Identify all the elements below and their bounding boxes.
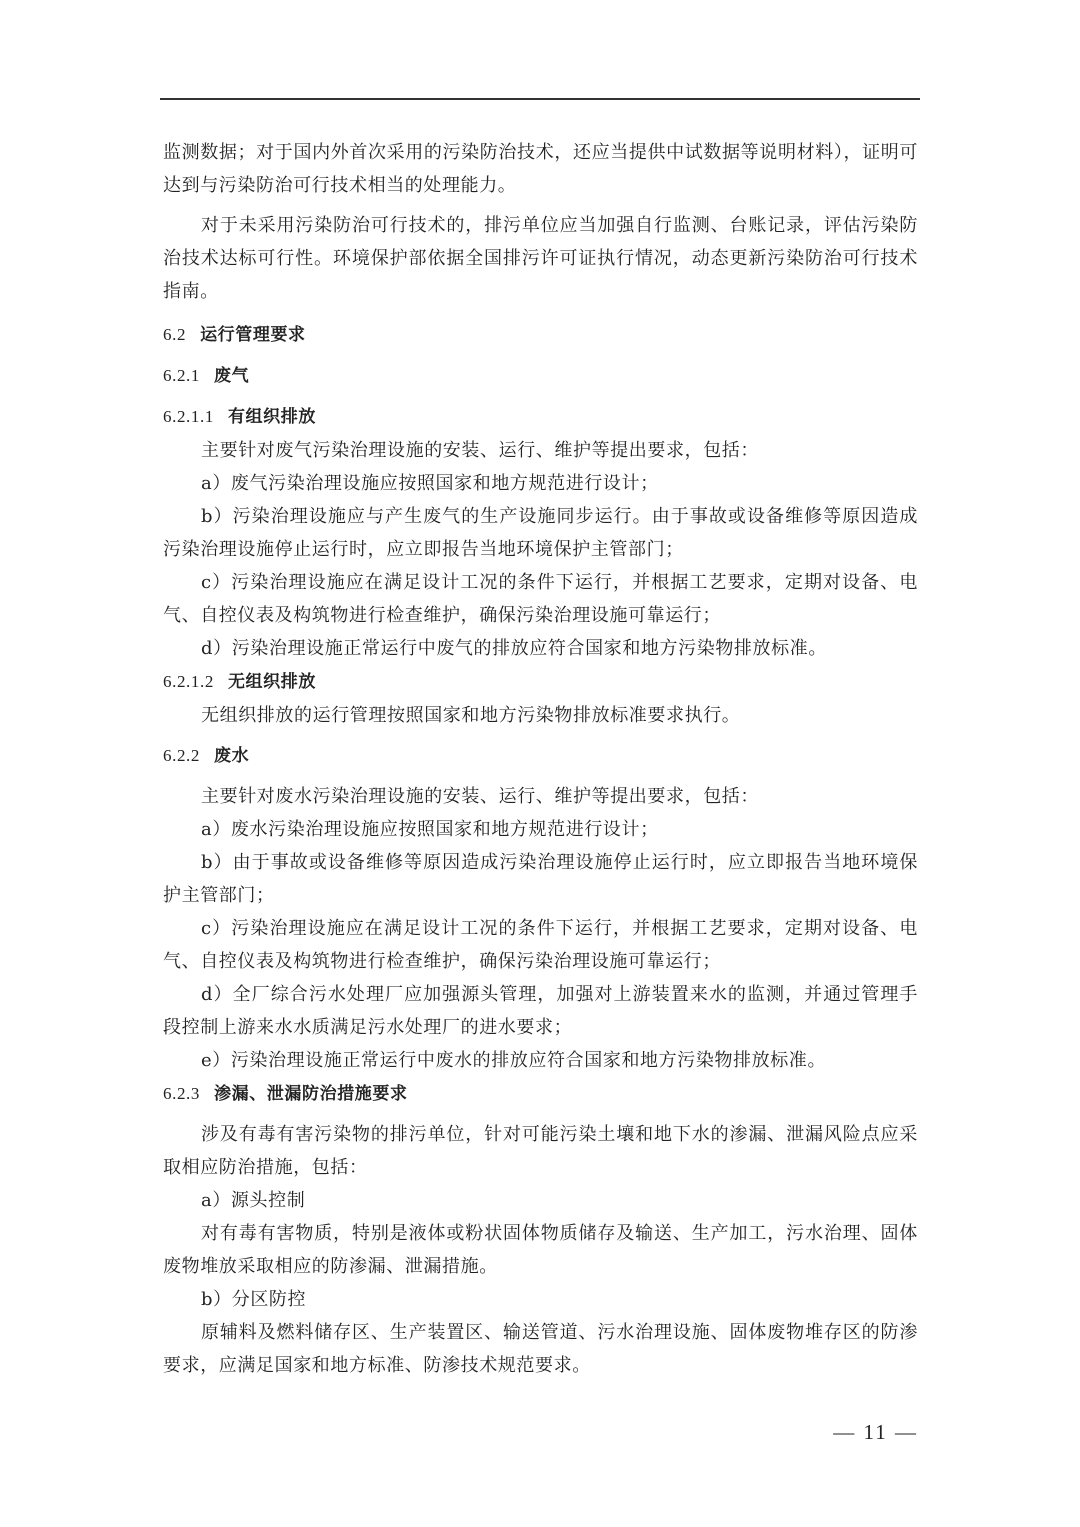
paragraph: 对有毒有害物质，特别是液体或粉状固体物质储存及输送、生产加工，污水治理、固体废物堆放采取相应的防渗漏、泄漏措施。 <box>163 1223 918 1277</box>
section-title: 渗漏、泄漏防治措施要求 <box>214 1084 408 1104</box>
section-title: 废气 <box>214 366 250 386</box>
paragraph: 对于未采用污染防治可行技术的，排污单位应当加强自行监测、台账记录，评估污染防治技术达标可行性。环境保护部依据全国排污许可证执行情况，动态更新污染防治可行技术指南。 <box>163 215 918 302</box>
list-item: a）源头控制 <box>201 1190 306 1211</box>
section-number: 6.2 <box>163 325 187 344</box>
list-item: d）污染治理设施正常运行中废气的排放应符合国家和地方污染物排放标准。 <box>201 638 827 659</box>
section-title: 废水 <box>214 746 250 766</box>
paragraph: 无组织排放的运行管理按照国家和地方污染物排放标准要求执行。 <box>201 705 741 726</box>
section-heading-6-2-1-1 <box>163 400 918 434</box>
section-title: 有组织排放 <box>227 407 316 427</box>
list-item: a）废气污染治理设施应按照国家和地方规范进行设计； <box>201 473 659 494</box>
section-heading-6-2-3 <box>163 1077 918 1111</box>
paragraph: 涉及有毒有害污染物的排污单位，针对可能污染土壤和地下水的渗漏、泄漏风险点应采取相应防治措施，包括： <box>163 1124 918 1178</box>
header-rule <box>160 98 920 100</box>
section-number: 6.2.1 <box>163 366 200 385</box>
list-item: a）废水污染治理设施应按照国家和地方规范进行设计； <box>201 819 659 840</box>
list-item: e）污染治理设施正常运行中废水的排放应符合国家和地方污染物排放标准。 <box>201 1050 827 1071</box>
document-body <box>163 136 918 1382</box>
section-heading-6-2-1-2 <box>163 665 918 699</box>
section-number: 6.2.3 <box>163 1084 200 1103</box>
section-number: 6.2.1.1 <box>163 407 214 426</box>
list-item: b）由于事故或设备维修等原因造成污染治理设施停止运行时，应立即报告当地环境保护主管部门； <box>163 852 918 906</box>
paragraph: 监测数据；对于国内外首次采用的污染防治技术，还应当提供中试数据等说明材料），证明可达到与污染防治可行技术相当的处理能力。 <box>163 142 918 196</box>
section-number: 6.2.1.2 <box>163 672 214 691</box>
section-heading-6-2 <box>163 318 918 352</box>
page-number: — 11 — <box>833 1420 918 1444</box>
list-item: b）分区防控 <box>201 1289 307 1310</box>
section-heading-6-2-1 <box>163 359 918 393</box>
section-title: 运行管理要求 <box>200 325 306 345</box>
paragraph: 主要针对废水污染治理设施的安装、运行、维护等提出要求，包括： <box>201 786 759 807</box>
paragraph: 原辅料及燃料储存区、生产装置区、输送管道、污水治理设施、固体废物堆存区的防渗要求，应满足国家和地方标准、防渗技术规范要求。 <box>163 1322 918 1376</box>
paragraph: 主要针对废气污染治理设施的安装、运行、维护等提出要求，包括： <box>201 440 759 461</box>
list-item: d）全厂综合污水处理厂应加强源头管理，加强对上游装置来水的监测，并通过管理手段控制上游来水水质满足污水处理厂的进水要求； <box>163 984 918 1038</box>
section-heading-6-2-2 <box>163 739 918 773</box>
list-item: b）污染治理设施应与产生废气的生产设施同步运行。由于事故或设备维修等原因造成污染治理设施停止运行时，应立即报告当地环境保护主管部门； <box>163 506 918 560</box>
section-number: 6.2.2 <box>163 746 200 765</box>
section-title: 无组织排放 <box>227 672 316 692</box>
list-item: c）污染治理设施应在满足设计工况的条件下运行，并根据工艺要求，定期对设备、电气、自控仪表及构筑物进行检查维护，确保污染治理设施可靠运行； <box>163 918 918 972</box>
list-item: c）污染治理设施应在满足设计工况的条件下运行，并根据工艺要求，定期对设备、电气、自控仪表及构筑物进行检查维护，确保污染治理设施可靠运行； <box>163 572 918 626</box>
